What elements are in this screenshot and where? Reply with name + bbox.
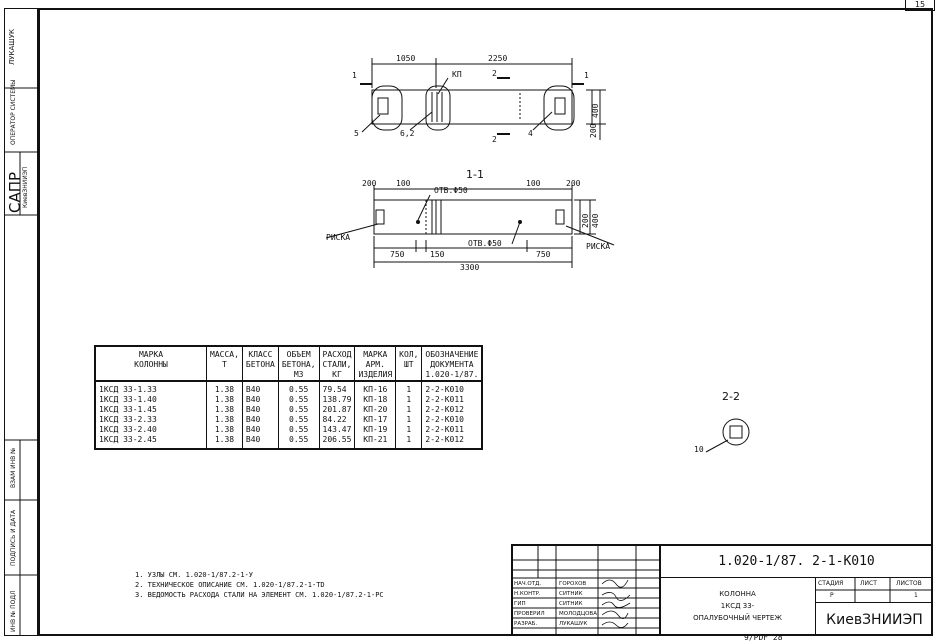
stage-box — [816, 578, 933, 602]
dim-200-plan: 200 — [589, 123, 598, 138]
kp-label: КП — [452, 70, 462, 79]
specification-table — [94, 345, 483, 450]
sec-dim-200a: 200 — [362, 179, 377, 188]
table-row — [95, 445, 482, 449]
section-mark-2b: 2 — [492, 135, 497, 144]
stage-value: Р — [830, 592, 834, 599]
drawing-name-line-1: КОЛОННА — [719, 590, 756, 598]
section-mark-1a: 1 — [352, 71, 357, 80]
hole-label-1: ОТВ.Φ50 — [434, 186, 468, 195]
col-header-qty: КОЛ, ШТ — [396, 346, 422, 381]
col-header-mark: МАРКА КОЛОННЫ — [95, 346, 207, 381]
col-header-volume: ОБЪЕМ БЕТОНА, М3 — [278, 346, 319, 381]
col-header-class: КЛАСС БЕТОНА — [242, 346, 278, 381]
side-podpis: ПОДПИСЬ И ДАТА — [10, 509, 17, 566]
stage-header: СТАДИЯ — [818, 580, 844, 587]
sheets-value: 1 — [914, 592, 918, 599]
riska-left: РИСКА — [326, 233, 351, 242]
drawing-name — [660, 578, 816, 636]
document-code: 1.020-1/87. 2-1-К010 — [660, 546, 933, 578]
total-length: 3300 — [460, 263, 480, 272]
sec-dim-150: 150 — [430, 250, 445, 259]
drawing-name-line-2: 1КСД 33- — [720, 602, 755, 610]
sec-dim-750b: 750 — [536, 250, 551, 259]
col-header-mass: МАССА, Т — [207, 346, 243, 381]
table-row: 1КСД 33-2.40 1.38 В40 0.55 143.47 КП-19 1 2-2-К011 — [95, 425, 482, 435]
signature-row: Н.КОНТР. СИТНИК — [514, 591, 583, 597]
dim-400-plan: 400 — [591, 103, 600, 118]
sec-dim-200b: 200 — [566, 179, 581, 188]
hole-label-2: ОТВ.Φ50 — [468, 239, 502, 248]
table-row: 1КСД 33-1.45 1.38 В40 0.55 201.87 КП-20 1 2-2-К012 — [95, 405, 482, 415]
sec-dim-100a: 100 — [396, 179, 411, 188]
sec-dim-400v: 400 — [591, 213, 600, 228]
table-row: 1КСД 33-2.33 1.38 В40 0.55 84.22 КП-17 1 2-2-К010 — [95, 415, 482, 425]
table-row: 1КСД 33-1.33 1.38 В40 0.55 79.54 КП-16 1 2-2-К010 — [95, 385, 482, 395]
sec-dim-750a: 750 — [390, 250, 405, 259]
side-org-sub: КиевЗНИИЭП — [22, 166, 29, 208]
section-2-2-callout: 10 — [694, 445, 704, 454]
side-operator: ОПЕРАТОР СИСТЕМЫ — [10, 79, 17, 145]
side-vzam: ВЗАМ ИНВ № — [10, 447, 17, 488]
col-header-doc: ОБОЗНАЧЕНИЕ ДОКУМЕНТА 1.020-1/87. — [422, 346, 482, 381]
dim-1050: 1050 — [396, 54, 416, 63]
note-3: 3. ВЕДОМОСТЬ РАСХОДА СТАЛИ НА ЭЛЕМЕНТ СМ. 1.020-1/87.2-1-РС — [135, 591, 384, 599]
organization: КиевЗНИИЭП — [816, 602, 933, 637]
side-operator-name: ЛУКАШУК — [8, 28, 16, 65]
dim-2250: 2250 — [488, 54, 508, 63]
sec-dim-100b: 100 — [526, 179, 541, 188]
table-row: 1КСД 33-2.45 1.38 В40 0.55 206.55 КП-21 1 2-2-К012 — [95, 435, 482, 445]
section-mark-2a: 2 — [492, 69, 497, 78]
note-1: 1. УЗЛЫ СМ. 1.020-1/87.2-1-У — [135, 571, 254, 579]
callout-4: 4 — [528, 129, 533, 138]
table-row: 1КСД 33-1.40 1.38 В40 0.55 138.79 КП-18 1 2-2-К011 — [95, 395, 482, 405]
callout-5: 5 — [354, 129, 359, 138]
riska-right: РИСКА — [586, 242, 611, 251]
sec-dim-200v: 200 — [581, 213, 590, 228]
sheet-header: ЛИСТ — [860, 580, 877, 587]
signature-row: ГИП СИТНИК — [514, 601, 583, 607]
side-inv-podl: ИНВ № ПОДЛ — [10, 590, 17, 632]
section-1-1-title: 1-1 — [466, 168, 484, 181]
footer-partial: 9/PDF 28 — [744, 633, 783, 642]
signature-row: ПРОВЕРИЛ МОЛОДЦОВА — [514, 611, 597, 617]
table-header-row — [95, 346, 482, 381]
signature-row: НАЧ.ОТД. ГОРОХОВ — [514, 581, 587, 587]
section-mark-1b: 1 — [584, 71, 589, 80]
drawing-name-line-3: ОПАЛУБОЧНЫЙ ЧЕРТЕЖ — [693, 614, 782, 622]
notes — [135, 570, 384, 600]
callout-62: 6,2 — [400, 129, 415, 138]
sheets-header: ЛИСТОВ — [896, 580, 922, 587]
col-header-steel: РАСХОД СТАЛИ, КГ — [319, 346, 355, 381]
sheet-number: 15 — [905, 0, 935, 11]
side-org-title: САПР — [6, 171, 24, 213]
section-2-2-title: 2-2 — [722, 390, 740, 403]
signature-row: РАЗРАБ. ЛУКАШУК — [514, 621, 588, 627]
note-2: 2. ТЕХНИЧЕСКОЕ ОПИСАНИЕ СМ. 1.020-1/87.2-1-ТD — [135, 581, 325, 589]
col-header-arm: МАРКА АРМ. ИЗДЕЛИЯ — [355, 346, 396, 381]
